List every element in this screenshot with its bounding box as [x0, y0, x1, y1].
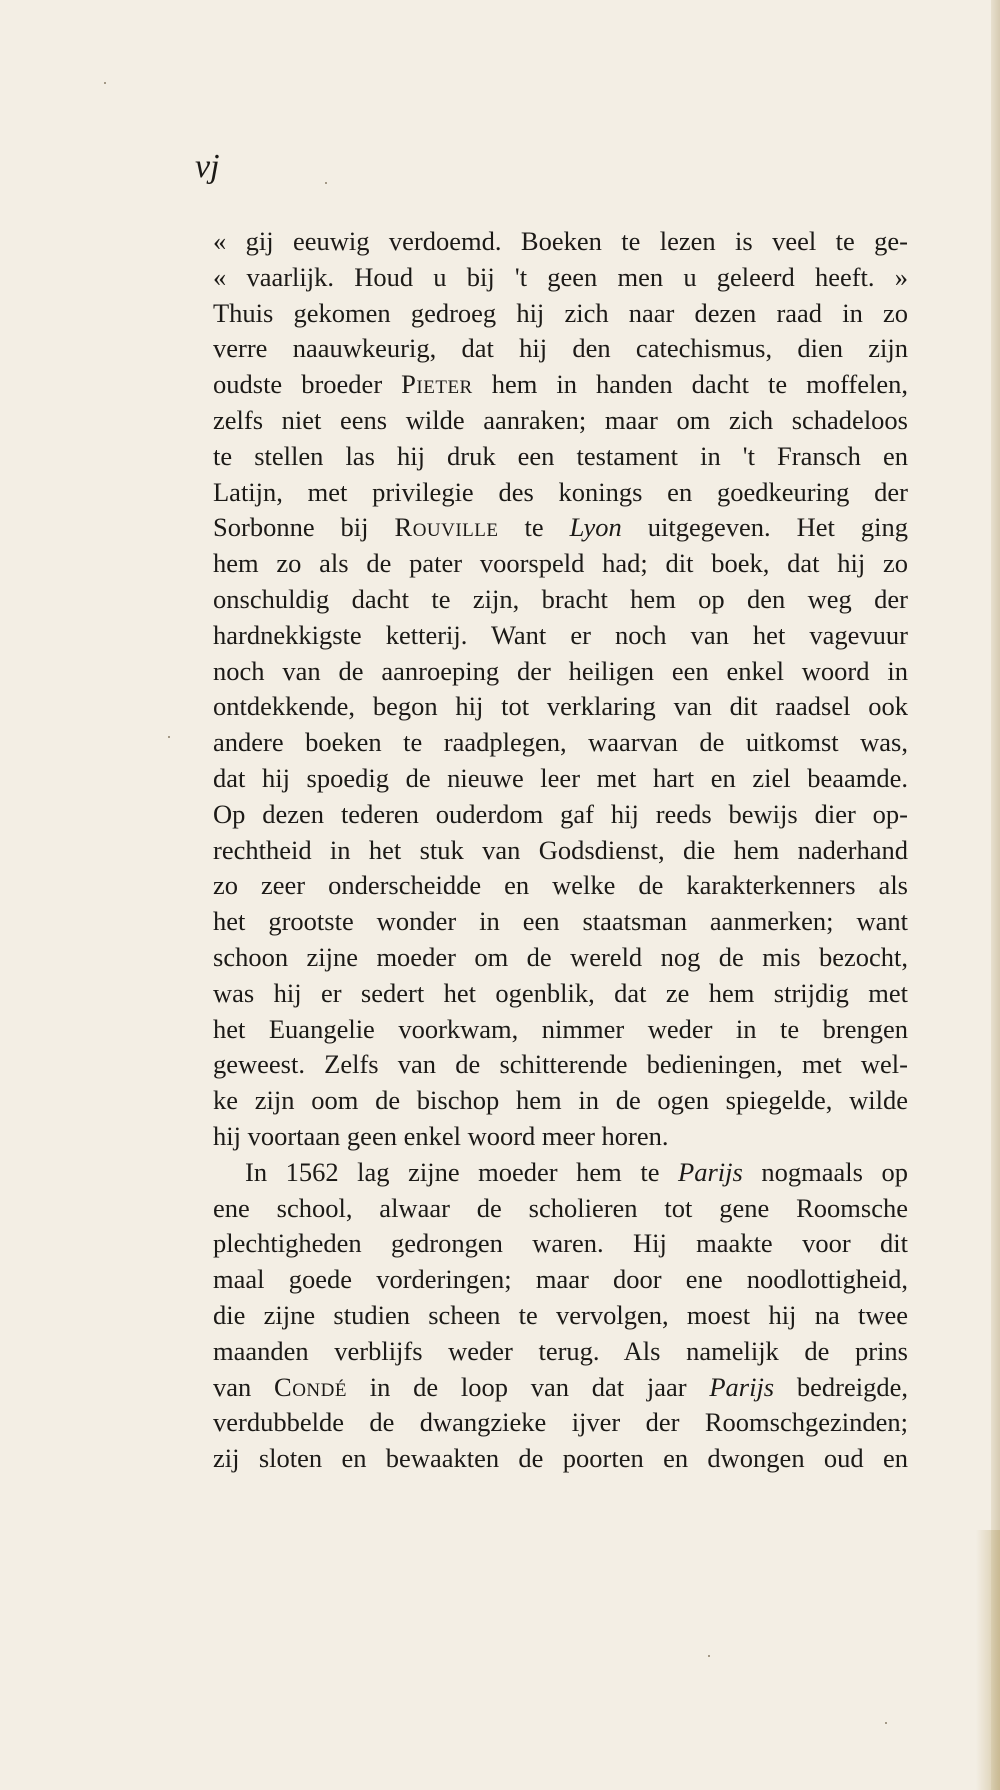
text-segment: oudste broeder	[213, 369, 402, 400]
text-line: was hij er sedert het ogenblik, dat ze hem strijdig met	[213, 977, 908, 1008]
text-line: noch van de aanroeping der heiligen een enkel woord in	[213, 655, 908, 686]
person-name: Pieter	[401, 369, 473, 400]
text-line: schoon zijne moeder om de wereld nog de mis bezocht,	[213, 941, 908, 972]
text-line: andere boeken te raadplegen, waarvan de uitkomst was,	[213, 727, 908, 758]
text-line: onschuldig dacht te zijn, bracht hem op den weg der	[213, 583, 908, 614]
paper-speck	[885, 1722, 887, 1724]
text-line	[213, 1155, 908, 1191]
place-name: Parijs	[709, 1371, 775, 1402]
body-text	[213, 224, 908, 1477]
text-segment: bedreigde,	[774, 1371, 908, 1402]
text-line: die zijne studien scheen te vervolgen, moest hij na twee	[213, 1299, 908, 1330]
text-line: rechtheid in het stuk van Godsdienst, die hem naderhand	[213, 834, 908, 865]
place-name: Lyon	[569, 512, 622, 543]
text-line: verre naauwkeurig, dat hij den catechismus, dien zijn	[213, 333, 908, 364]
text-line: zo zeer onderscheidde en welke de karakterkenners als	[213, 870, 908, 901]
text-segment: hem in handen dacht te moffelen,	[472, 369, 908, 400]
person-name: Rouville	[394, 512, 499, 543]
text-line: maanden verblijfs weder terug. Als namelijk de prins	[213, 1335, 908, 1366]
text-line: te stellen las hij druk een testament in 't Fransch en	[213, 440, 908, 471]
text-segment: In 1562 lag zijne moeder hem te	[245, 1156, 679, 1187]
text-line: verdubbelde de dwangzieke ijver der Roomschgezinden;	[213, 1407, 908, 1438]
text-segment: Sorbonne bij	[213, 512, 395, 543]
text-segment: te	[498, 512, 570, 543]
page-edge	[991, 0, 1000, 1790]
text-line: ke zijn oom de bischop hem in de ogen spiegelde, wilde	[213, 1085, 908, 1116]
text-line: geweest. Zelfs van de schitterende bedieningen, met wel-	[213, 1049, 908, 1080]
text-line: hem zo als de pater voorspeld had; dit boek, dat hij zo	[213, 548, 908, 579]
page-number: vj	[195, 148, 220, 185]
person-name: Condé	[274, 1371, 347, 1402]
text-segment: uitgegeven. Het ging	[621, 512, 909, 543]
text-line: hardnekkigste ketterij. Want er noch van het vagevuur	[213, 619, 908, 650]
text-line: « vaarlijk. Houd u bij 't geen men u geleerd heeft. »	[213, 261, 908, 292]
text-line: ene school, alwaar de scholieren tot gene Roomsche	[213, 1192, 908, 1223]
text-line: zij sloten en bewaakten de poorten en dwongen oud en	[213, 1443, 908, 1474]
text-line: ontdekkende, begon hij tot verklaring van dit raadsel ook	[213, 691, 908, 722]
page-corner-stain	[976, 1530, 1000, 1790]
text-line: zelfs niet eens wilde aanraken; maar om zich schadeloos	[213, 404, 908, 435]
paper-speck	[708, 1655, 710, 1657]
text-line: maal goede vorderingen; maar door ene noodlottigheid,	[213, 1264, 908, 1295]
text-line: Op dezen tederen ouderdom gaf hij reeds bewijs dier op-	[213, 798, 908, 829]
text-line-last: hij voortaan geen enkel woord meer horen.	[213, 1120, 669, 1151]
place-name: Parijs	[678, 1156, 743, 1187]
text-line: plechtigheden gedrongen waren. Hij maakte voor dit	[213, 1228, 908, 1259]
text-line	[213, 510, 908, 546]
text-segment: van	[213, 1371, 275, 1402]
text-line	[213, 1370, 908, 1406]
text-segment: nogmaals op	[742, 1156, 908, 1187]
paper-speck	[104, 82, 106, 84]
text-segment: in de loop van dat jaar	[346, 1371, 710, 1402]
text-line	[213, 367, 908, 403]
text-line: dat hij spoedig de nieuwe leer met hart en ziel beaamde.	[213, 762, 908, 793]
paper-speck	[168, 736, 170, 738]
text-line: « gij eeuwig verdoemd. Boeken te lezen is veel te ge-	[213, 226, 908, 256]
text-line: het Euangelie voorkwam, nimmer weder in te brengen	[213, 1013, 908, 1044]
text-line: het grootste wonder in een staatsman aanmerken; want	[213, 906, 908, 937]
text-line: Thuis gekomen gedroeg hij zich naar dezen raad in zo	[213, 297, 908, 328]
paper-speck	[325, 182, 327, 184]
text-line: Latijn, met privilegie des konings en goedkeuring der	[213, 476, 908, 507]
